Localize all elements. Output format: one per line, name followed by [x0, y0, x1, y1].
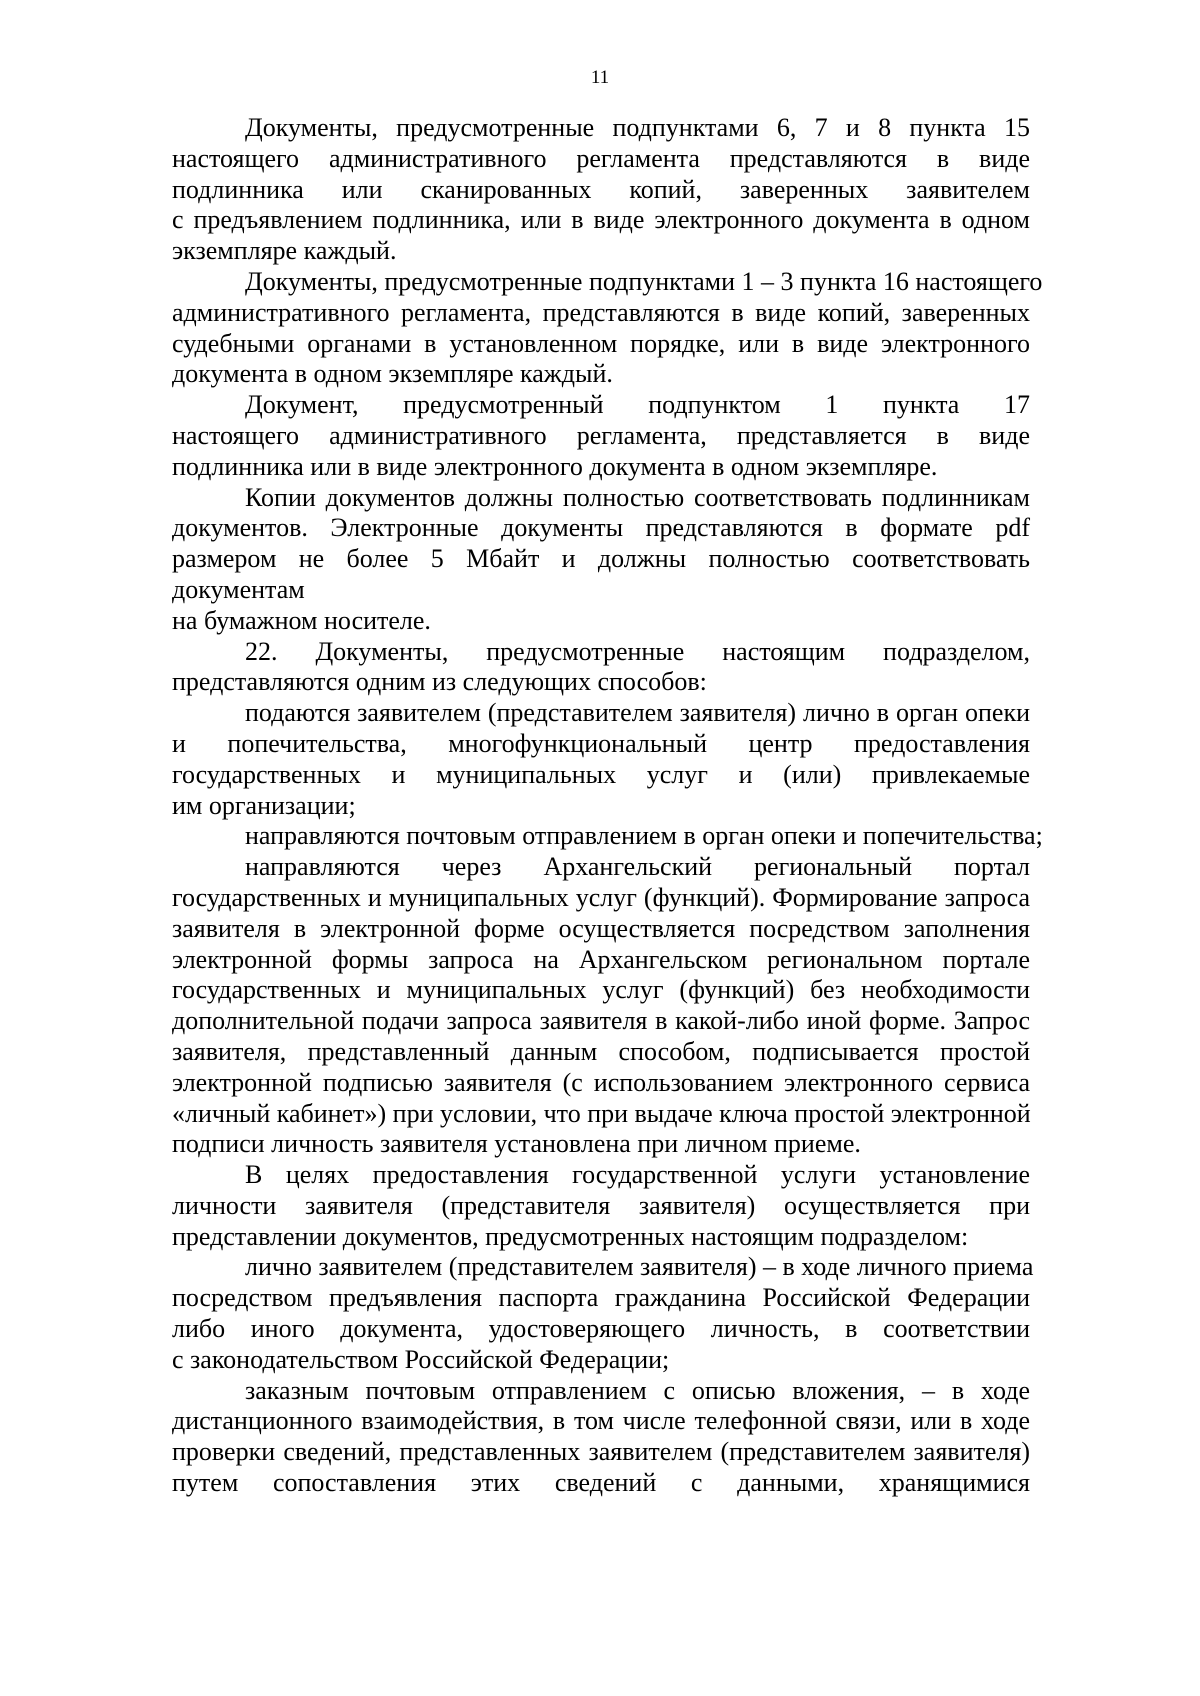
text-line: настоящего административного регламента представляются в виде [172, 143, 1030, 173]
text-line: дистанционного взаимодействия, в том числе телефонной связи, или в ходе [172, 1406, 1030, 1436]
text-line: на бумажном носителе. [172, 605, 431, 635]
text-line: заявителя, представленный данным способом, подписывается простой [172, 1036, 1030, 1066]
paragraph-first-line: Документ, предусмотренный подпунктом 1 пункта 17 [245, 390, 1030, 420]
text-line: подлинника или сканированных копий, заверенных заявителем [172, 174, 1030, 204]
text-line: посредством предъявления паспорта гражданина Российской Федерации [172, 1283, 1030, 1313]
text-line: документа в одном экземпляре каждый. [172, 359, 613, 389]
text-line: государственных и муниципальных услуг и (или) привлекаемые [172, 759, 1030, 789]
text-line: путем сопоставления этих сведений с данными, хранящимися [172, 1468, 1030, 1498]
text-line: личности заявителя (представителя заявителя) осуществляется при [172, 1190, 1030, 1220]
document-body [172, 113, 1043, 1499]
paragraph-first-line: Документы, предусмотренные подпунктами 6, 7 и 8 пункта 15 [245, 113, 1030, 142]
text-line: с законодательством Российской Федерации; [172, 1344, 670, 1374]
text-line: либо иного документа, удостоверяющего личность, в соответствии [172, 1314, 1030, 1344]
text-line: государственных и муниципальных услуг (функций) без необходимости [172, 975, 1030, 1005]
paragraph-first-line: подаются заявителем (представителем заявителя) лично в орган опеки [245, 698, 1030, 728]
text-line: электронной формы запроса на Архангельском региональном портале [172, 944, 1030, 974]
text-line: заявителя в электронной форме осуществляется посредством заполнения [172, 913, 1030, 943]
paragraph-first-line: В целях предоставления государственной услуги установление [245, 1160, 1030, 1190]
paragraph-first-line: лично заявителем (представителем заявителя) – в ходе личного приема [245, 1252, 1034, 1282]
text-line: административного регламента, представляются в виде копий, заверенных [172, 297, 1030, 327]
text-line: им организации; [172, 790, 356, 820]
text-line: документам [172, 574, 305, 604]
text-line: государственных и муниципальных услуг (функций). Формирование запроса [172, 882, 1030, 912]
paragraph-first-line: направляются через Архангельский региональный портал [245, 852, 1030, 882]
text-line: электронной подписью заявителя (с использованием электронного сервиса [172, 1067, 1030, 1097]
text-line: размером не более 5 Мбайт и должны полностью соответствовать [172, 544, 1030, 574]
text-line: экземпляре каждый. [172, 236, 397, 266]
text-line: представляются одним из следующих способов: [172, 667, 707, 697]
text-line: проверки сведений, представленных заявителем (представителем заявителя) [172, 1437, 1030, 1467]
page-number: 11 [590, 67, 610, 88]
paragraph-first-line: Копии документов должны полностью соответствовать подлинникам [245, 482, 1030, 512]
text-line: подписи личность заявителя установлена при личном приеме. [172, 1129, 861, 1159]
text-line: и попечительства, многофункциональный центр предоставления [172, 728, 1030, 758]
text-line: с предъявлением подлинника, или в виде электронного документа в одном [172, 205, 1030, 235]
text-line: судебными органами в установленном порядке, или в виде электронного [172, 328, 1030, 358]
paragraph-first-line: 22. Документы, предусмотренные настоящим подразделом, [245, 636, 1030, 666]
text-line: документов. Электронные документы представляются в формате pdf [172, 513, 1030, 543]
paragraph-first-line: заказным почтовым отправлением с описью вложения, – в ходе [245, 1375, 1030, 1405]
text-line: настоящего административного регламента, представляется в виде [172, 420, 1030, 450]
paragraph-first-line: направляются почтовым отправлением в орган опеки и попечительства; [245, 821, 1043, 851]
paragraph-first-line: Документы, предусмотренные подпунктами 1 – 3 пункта 16 настоящего [245, 266, 1043, 296]
text-line: подлинника или в виде электронного документа в одном экземпляре. [172, 451, 938, 481]
text-line: «личный кабинет») при условии, что при выдаче ключа простой электронной [172, 1098, 1031, 1128]
text-line: представлении документов, предусмотренных настоящим подразделом: [172, 1221, 969, 1251]
text-line: дополнительной подачи запроса заявителя в какой-либо иной форме. Запрос [172, 1006, 1030, 1036]
